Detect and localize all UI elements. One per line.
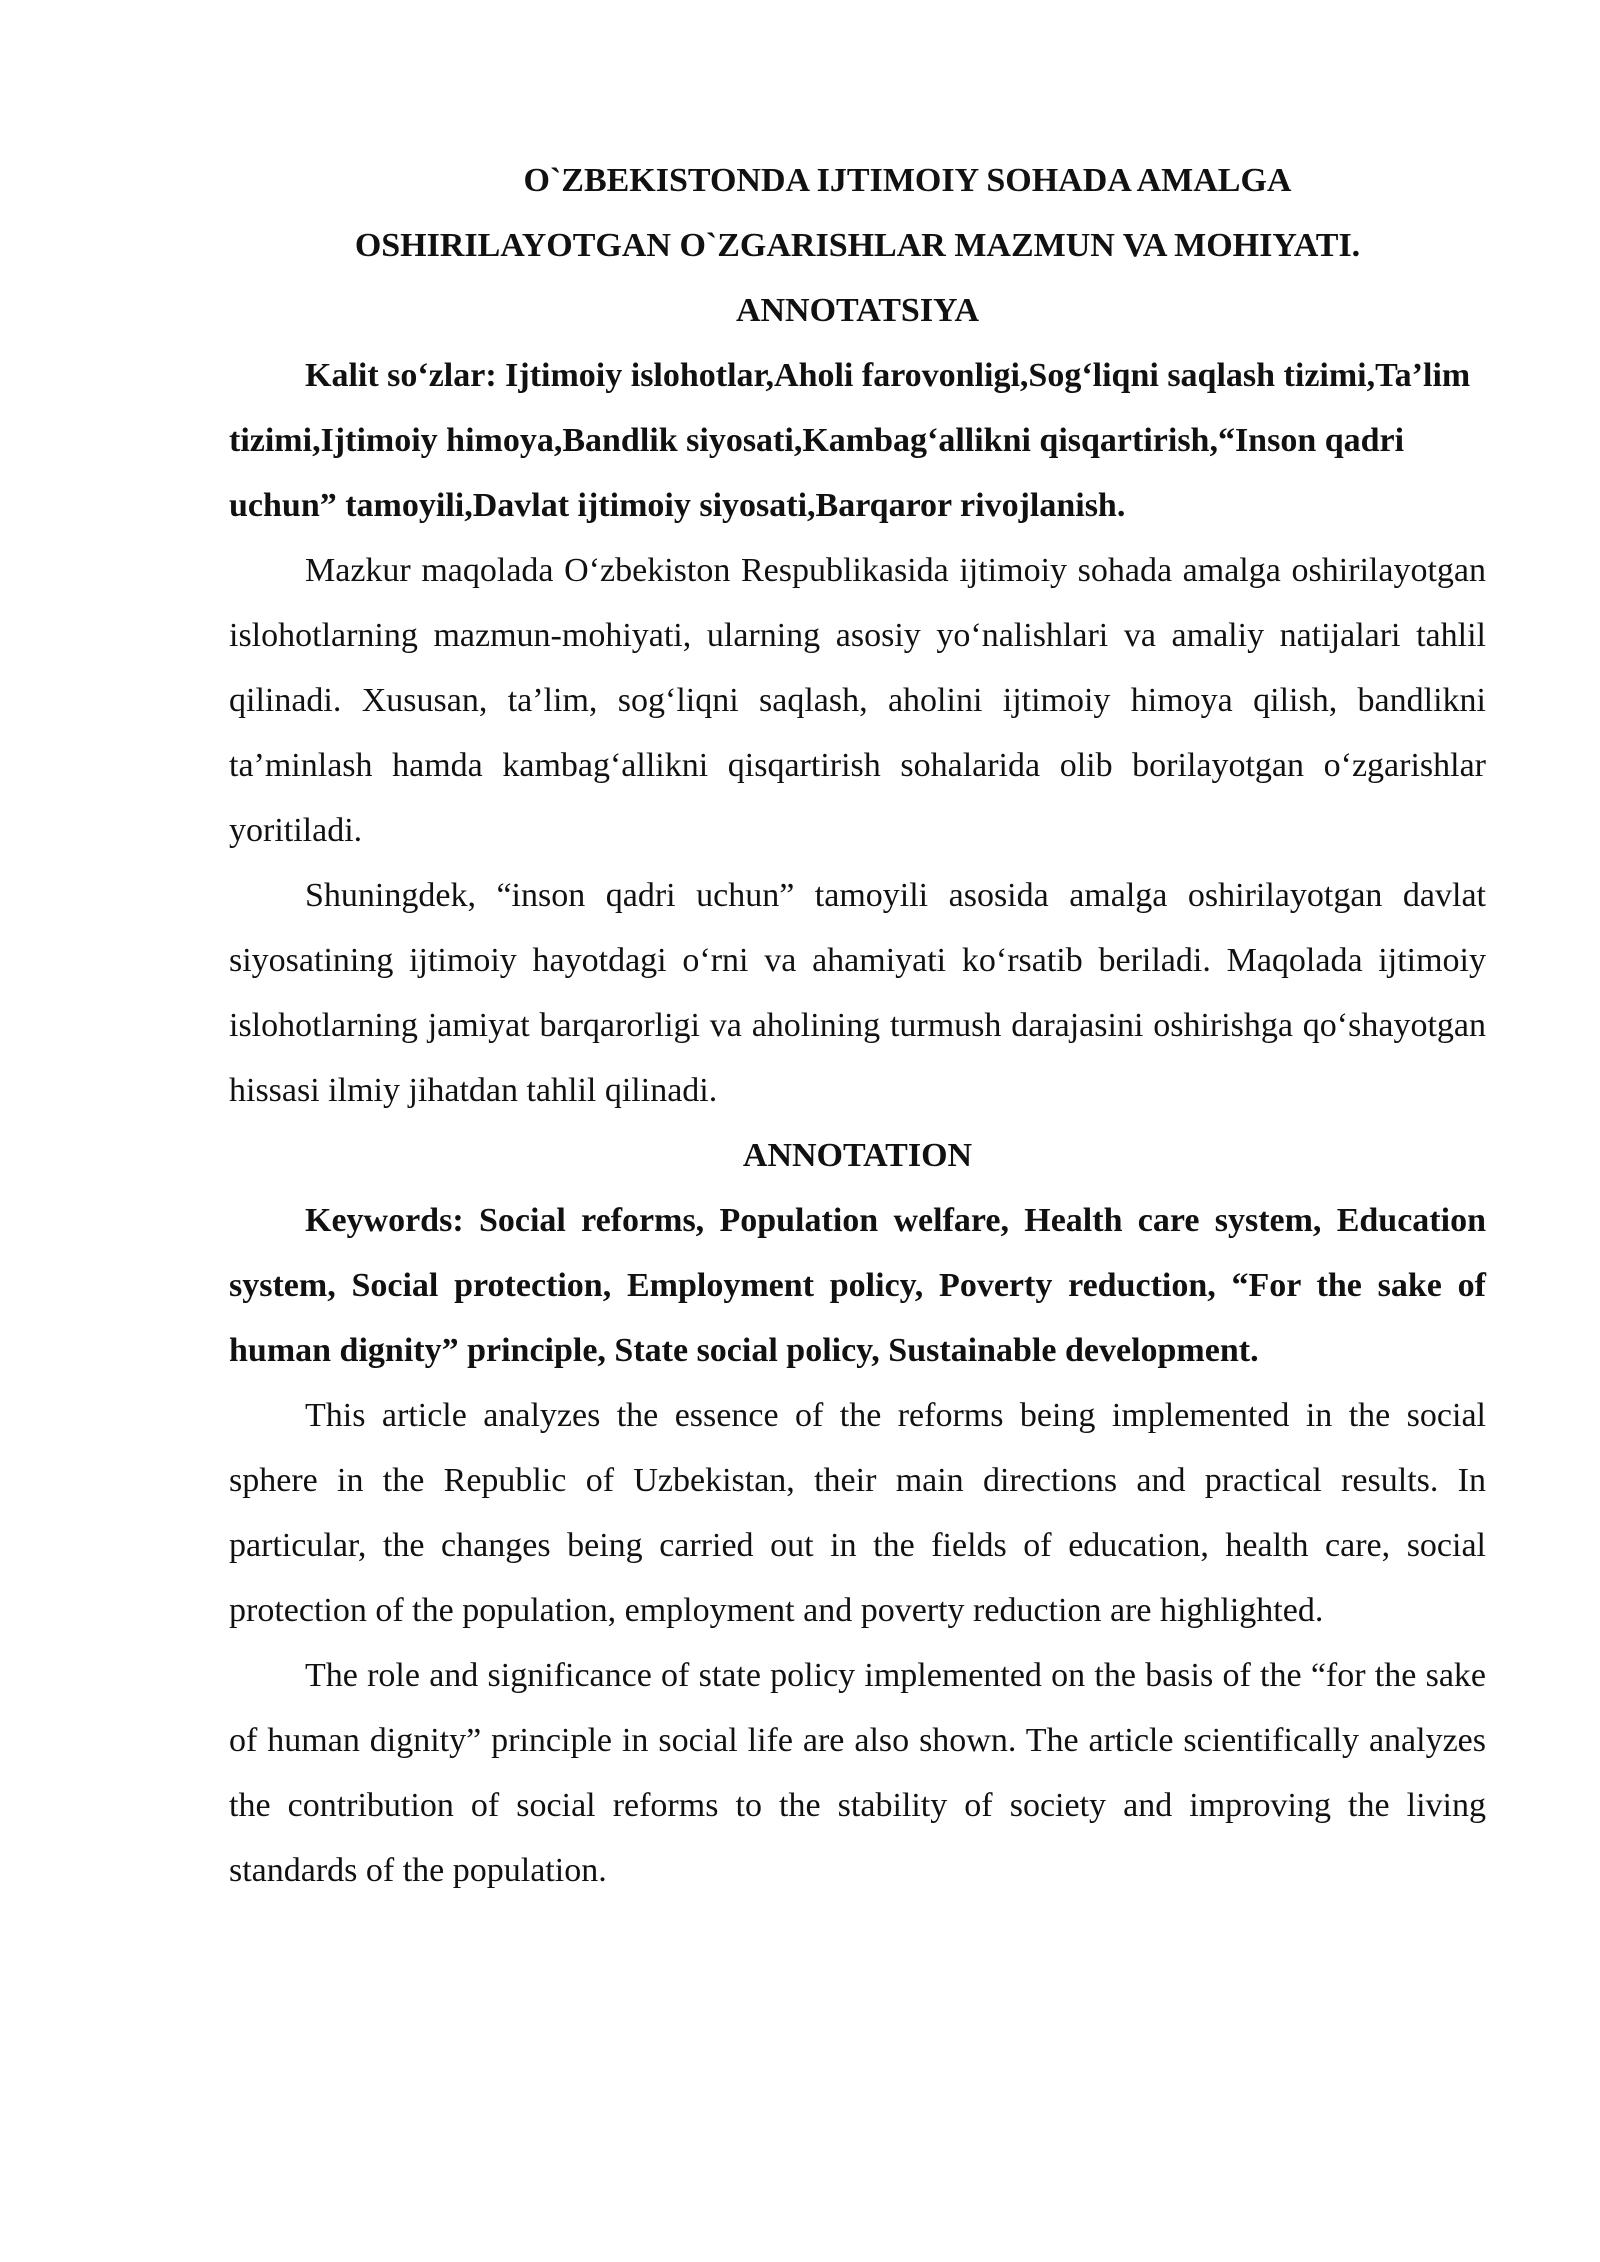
en-keywords: Keywords: Social reforms, Population welfare, Health care system, Education system, Social protection, Employment policy, Poverty reduction, “For the sake of human dignity” principle, State social policy, Sustainable development. (229, 1202, 1486, 1369)
uz-paragraph-1: Mazkur maqolada O‘zbekiston Respublikasida ijtimoiy sohada amalga oshirilayotgan islohotlarning mazmun-mohiyati, ularning asosiy yo‘nalishlari va amaliy natijalari tahlil qilinadi. Xususan, ta’lim, sog‘liqni saqlash, aholini ijtimoiy himoya qilish, bandlikni ta’minlash hamda kambag‘allikni qisqartirish sohalarida olib borilayotgan o‘zgarishlar yoritiladi. (229, 552, 1486, 849)
uz-annotation-heading: ANNOTATSIYA (735, 292, 980, 329)
page-content (229, 148, 1486, 1903)
title-line-2: OSHIRILAYOTGAN O`ZGARISHLAR MAZMUN VA MOHIYATI. (354, 227, 1361, 264)
title-line-1: O`ZBEKISTONDA IJTIMOIY SOHADA AMALGA (523, 162, 1292, 199)
en-paragraph-1: This article analyzes the essence of the reforms being implemented in the social sphere in the Republic of Uzbekistan, their main directions and practical results. In particular, the changes being carried out in the fields of education, health care, social protection of the population, employment and poverty reduction are highlighted. (229, 1397, 1486, 1629)
uz-paragraph-2: Shuningdek, “inson qadri uchun” tamoyili asosida amalga oshirilayotgan davlat siyosatining ijtimoiy hayotdagi o‘rni va ahamiyati ko‘rsatib beriladi. Maqolada ijtimoiy islohotlarning jamiyat barqarorligi va aholining turmush darajasini oshirishga qo‘shayotgan hissasi ilmiy jihatdan tahlil qilinadi. (229, 877, 1486, 1109)
en-annotation-heading: ANNOTATION (742, 1137, 973, 1174)
uz-keywords: Kalit so‘zlar: Ijtimoiy islohotlar,Aholi farovonligi,Sog‘liqni saqlash tizimi,Ta’lim tizimi,Ijtimoiy himoya,Bandlik siyosati,Kambag‘allikni qisqartirish,“Inson qadri uchun” tamoyili,Davlat ijtimoiy siyosati,Barqaror rivojlanish. (229, 357, 1471, 524)
en-paragraph-2: The role and significance of state policy implemented on the basis of the “for the sake of human dignity” principle in social life are also shown. The article scientifically analyzes the contribution of social reforms to the stability of society and improving the living standards of the population. (229, 1657, 1486, 1889)
article-title (229, 148, 1486, 278)
